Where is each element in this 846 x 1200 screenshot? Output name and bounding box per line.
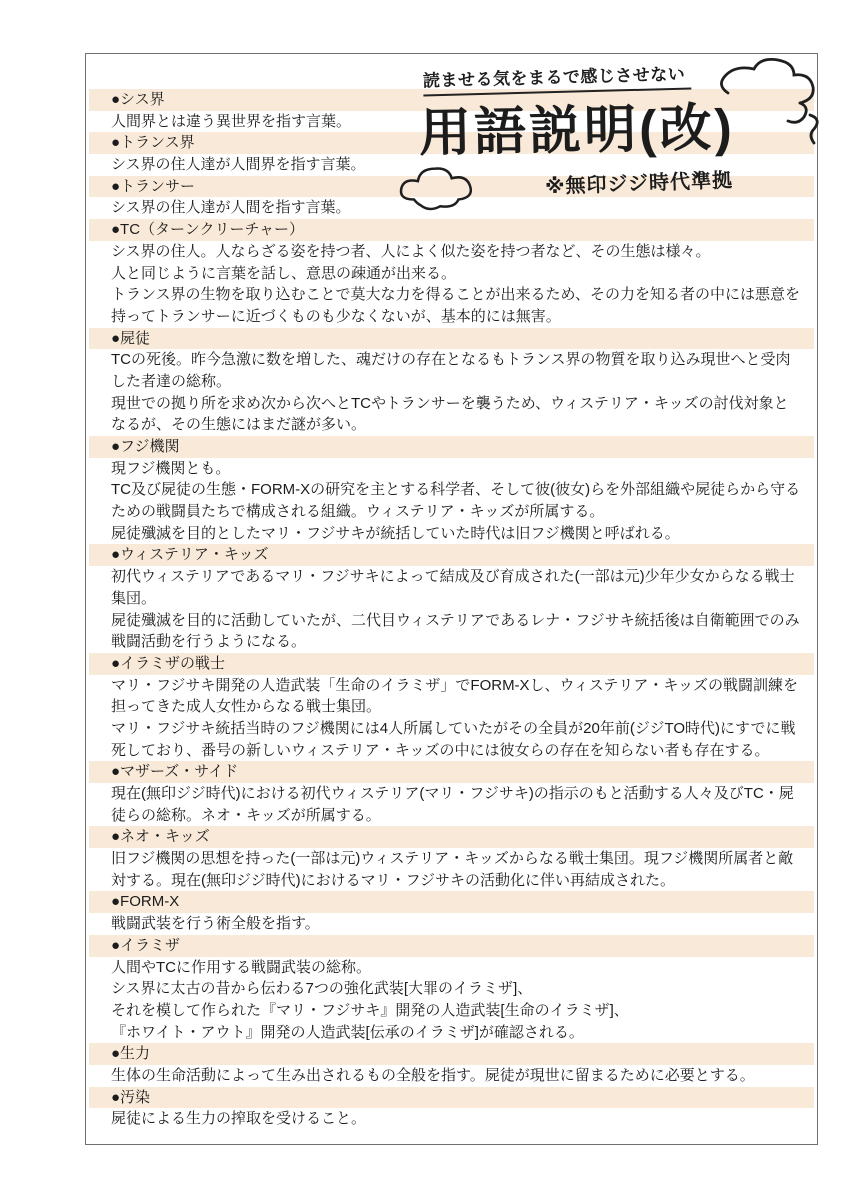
term-definition-line: 人間界とは違う異世界を指す言葉。 bbox=[111, 112, 352, 130]
term-heading: ●トランサー bbox=[89, 176, 814, 198]
term-heading: ●FORM-X bbox=[89, 891, 814, 913]
term-definition-line: 現世での拠り所を求め次から次へとTCやトランサーを襲うため、ウィステリア・キッズの討伐対象と bbox=[111, 394, 789, 412]
term-definition-line: 集団。 bbox=[111, 589, 157, 607]
term-definition-line: 『ホワイト・アウト』開発の人造武装[伝承のイラミザ]が確認される。 bbox=[111, 1023, 584, 1041]
page-title: 用語説明(改) bbox=[418, 99, 736, 163]
term-definition-line: シス界の住人。人ならざる姿を持つ者、人によく似た姿を持つ者など、その生態は様々。 bbox=[111, 242, 711, 260]
term-heading: ●イラミザ bbox=[89, 935, 814, 957]
term-definition-line: 現フジ機関とも。 bbox=[111, 459, 231, 477]
term-definition-line: 戦闘武装を行う術全般を指す。 bbox=[111, 915, 320, 933]
term-definition-line: 戦闘活動を行うようになる。 bbox=[111, 633, 307, 651]
term-definition-line: した者達の総称。 bbox=[111, 372, 232, 390]
term-definition-line: 持ってトランサーに近づくものも少なくないが、基本的には無害。 bbox=[111, 307, 561, 325]
term-heading: ●ウィステリア・キッズ bbox=[89, 544, 814, 566]
term-definition-line: 対する。現在(無印ジジ時代)におけるマリ・フジサキの活動化に伴い再結成された。 bbox=[111, 871, 676, 889]
page-title-annotation: ※無印ジジ時代準拠 bbox=[544, 169, 734, 199]
term-definition-line: TCの死後。昨今急激に数を増した、魂だけの存在となるもトランス界の物質を取り込み現世へと受肉 bbox=[111, 351, 791, 369]
page-title-note: 読ませる気をまるで感じさせない bbox=[423, 59, 692, 96]
term-definition-line: マリ・フジサキ統括当時のフジ機関には4人所属していたがその全員が20年前(ジジTO時代)にすでに戦 bbox=[111, 719, 796, 737]
term-definition-line: TC及び屍徒の生態・FORM-Xの研究を主とする科学者、そして彼(彼女)らを外部組織や屍徒らから守る bbox=[111, 481, 801, 499]
term-definition-line: 屍徒殲滅を目的に活動していたが、二代目ウィステリアであるレナ・フジサキ統括後は自衛範囲でのみ bbox=[111, 611, 800, 629]
term-definition-line: 屍徒殲滅を目的としたマリ・フジサキが統括していた時代は旧フジ機関と呼ばれる。 bbox=[111, 524, 680, 542]
term-heading: ●トランス界 bbox=[89, 132, 814, 154]
term-definition-line: 旧フジ機関の思想を持った(一部は元)ウィステリア・キッズからなる戦士集団。現フジ機関所属者と敵 bbox=[111, 850, 794, 868]
term-heading: ●生力 bbox=[89, 1043, 814, 1065]
term-definition-line: シス界に太古の昔から伝わる7つの強化武装[大罪のイラミザ]、 bbox=[111, 980, 533, 998]
term-heading: ●汚染 bbox=[89, 1087, 814, 1109]
term-definition-line: 人間やTCに作用する戦闘武装の総称。 bbox=[111, 958, 371, 976]
term-definition-line: 徒らの総称。ネオ・キッズが所属する。 bbox=[111, 806, 381, 824]
term-definition-line: 担ってきた成人女性からなる戦士集団。 bbox=[111, 698, 382, 716]
term-definition-line: 現在(無印ジジ時代)における初代ウィステリア(マリ・フジサキ)の指示のもと活動する人々及びTC・屍 bbox=[111, 785, 794, 802]
term-definition-line: シス界の住人達が人間界を指す言葉。 bbox=[111, 156, 366, 174]
term-definition-line: ための戦闘員たちで構成される組織。ウィステリア・キッズが所属する。 bbox=[111, 503, 605, 521]
term-heading: ●TC（ターンクリーチャー） bbox=[89, 219, 814, 241]
glossary-list bbox=[86, 89, 817, 1130]
term-heading: ●シス界 bbox=[89, 89, 814, 111]
term-definition-line: なるが、その生態にはまだ謎が多い。 bbox=[111, 416, 367, 434]
term-definition-line: 生体の生命活動によって生み出されるもの全般を指す。屍徒が現世に留まるために必要とする。 bbox=[111, 1066, 755, 1084]
term-definition-line: マリ・フジサキ開発の人造武装「生命のイラミザ」でFORM-Xし、ウィステリア・キッズの戦闘訓練を bbox=[111, 676, 799, 694]
term-definition-line: 人と同じように言葉を話し、意思の疎通が出来る。 bbox=[111, 264, 457, 282]
term-definition-line: シス界の住人達が人間を指す言葉。 bbox=[111, 199, 351, 217]
term-heading: ●フジ機関 bbox=[89, 436, 814, 458]
term-heading: ●イラミザの戦士 bbox=[89, 653, 814, 675]
term-definition-line: トランス界の生物を取り込むことで莫大な力を得ることが出来るため、その力を知る者の中には悪意を bbox=[111, 286, 800, 304]
content-frame bbox=[85, 53, 818, 1145]
term-definition-line: 屍徒による生力の搾取を受けること。 bbox=[111, 1110, 367, 1128]
term-definition-line: 死しており、番号の新しいウィステリア・キッズの中には彼女らの存在を知らない者も存在する。 bbox=[111, 741, 770, 759]
term-heading: ●屍徒 bbox=[89, 328, 814, 350]
term-heading: ●ネオ・キッズ bbox=[89, 826, 814, 848]
term-definition-line: それを模して作られた『マリ・フジサキ』開発の人造武装[生命のイラミザ]、 bbox=[111, 1001, 629, 1019]
term-heading: ●マザーズ・サイド bbox=[89, 761, 814, 783]
term-definition-line: 初代ウィステリアであるマリ・フジサキによって結成及び育成された(一部は元)少年少女からなる戦士 bbox=[111, 568, 795, 586]
